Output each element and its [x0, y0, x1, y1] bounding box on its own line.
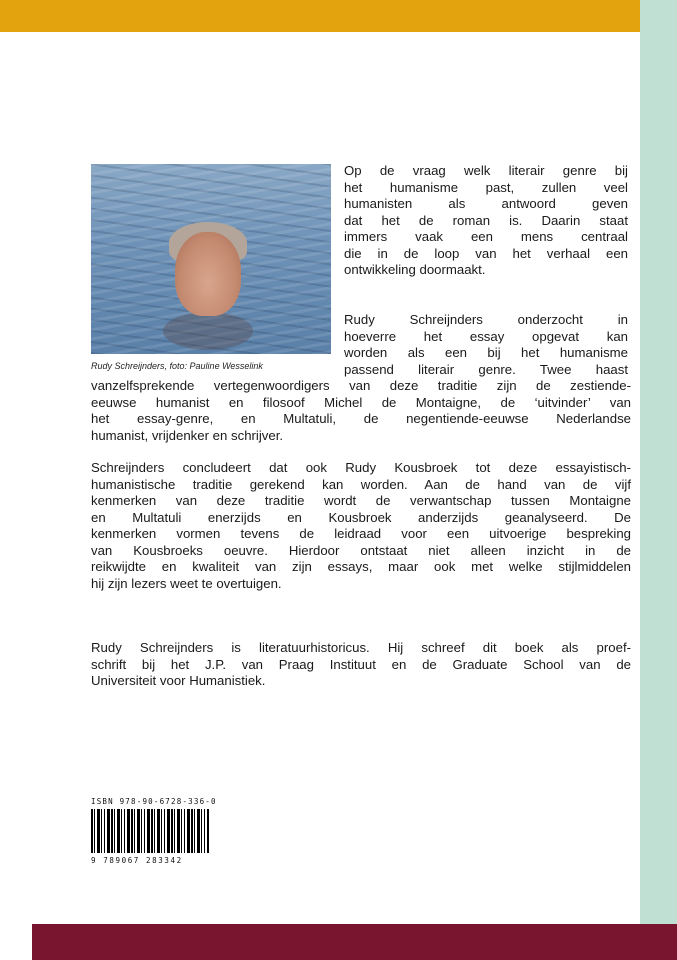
side-color-band	[640, 0, 677, 960]
text-line: immers vaak een mens centraal	[344, 229, 628, 244]
text-line: humanist, vrijdenker en schrijver.	[91, 427, 284, 443]
text-line: die in de loop van het verhaal een	[344, 245, 628, 261]
text-line: Rudy Schreijnders is literatuurhistoricus. Hij schreef dit boek als proef-	[91, 640, 631, 655]
text-line: worden als een bij het humanisme	[344, 345, 628, 360]
text-line: ontwikkeling doormaakt.	[344, 262, 486, 277]
text-line: Rudy Schreijnders onderzocht in	[344, 312, 628, 327]
text-line: vanzelfsprekende vertegenwoordigers van deze traditie zijn de zestiende-	[91, 378, 631, 393]
top-color-band	[0, 0, 640, 32]
paragraph-2-column	[344, 312, 628, 378]
text-line: Universiteit voor Humanistiek.	[91, 673, 266, 688]
bottom-color-band	[32, 924, 677, 960]
text-line: schrift bij het J.P. van Praag Instituut en de Graduate School van de	[91, 656, 631, 672]
text-line: dat het de roman is. Daarin staat	[344, 212, 628, 228]
text-line: en Multatuli enerzijds en Kousbroek anderzijds geanalyseerd. De	[91, 509, 631, 525]
paragraph-2-full	[91, 378, 631, 444]
barcode-digits: 9 789067 283342	[91, 856, 183, 865]
text-line: van Kousbroeks oeuvre. Hierdoor ontstaat niet alleen inzicht in de	[91, 542, 631, 558]
paragraph-3	[91, 460, 631, 592]
author-photo	[91, 164, 331, 354]
text-line: Op de vraag welk literair genre bij	[344, 163, 628, 178]
text-line: humanisten als antwoord geven	[344, 196, 628, 211]
photo-water-reflection	[163, 312, 253, 350]
text-line: hoeverre het essay opgevat kan	[344, 328, 628, 344]
text-line: eeuwse humanist en filosoof Michel de Montaigne, de ‘uitvinder’ van	[91, 394, 631, 410]
photo-caption: Rudy Schreijnders, foto: Pauline Wesselink	[91, 361, 263, 371]
text-line: hij zijn lezers weet te overtuigen.	[91, 575, 282, 591]
text-line: humanistische traditie gerekend kan worden. Aan de hand van de vijf	[91, 476, 631, 492]
isbn-label: ISBN 978-90-6728-336-0	[91, 797, 217, 806]
text-line: Schreijnders concludeert dat ook Rudy Kousbroek tot deze essayistisch-	[91, 460, 631, 475]
barcode	[91, 809, 209, 853]
text-line: kenmerken vormen tevens de leidraad voor een uitvoerige bespreking	[91, 526, 631, 541]
text-line: het essay-genre, en Multatuli, de negentiende-eeuwse Nederlandse	[91, 411, 631, 426]
photo-head	[175, 232, 241, 316]
intro-paragraph	[344, 163, 628, 279]
text-line: passend literair genre. Twee haast	[344, 361, 628, 377]
paragraph-4	[91, 640, 631, 690]
text-line: reikwijdte en kwaliteit van zijn essays, maar ook met welke stijlmiddelen	[91, 559, 631, 574]
text-line: het humanisme past, zullen veel	[344, 179, 628, 195]
text-line: kenmerken van deze traditie wordt de verwantschap tussen Montaigne	[91, 493, 631, 508]
